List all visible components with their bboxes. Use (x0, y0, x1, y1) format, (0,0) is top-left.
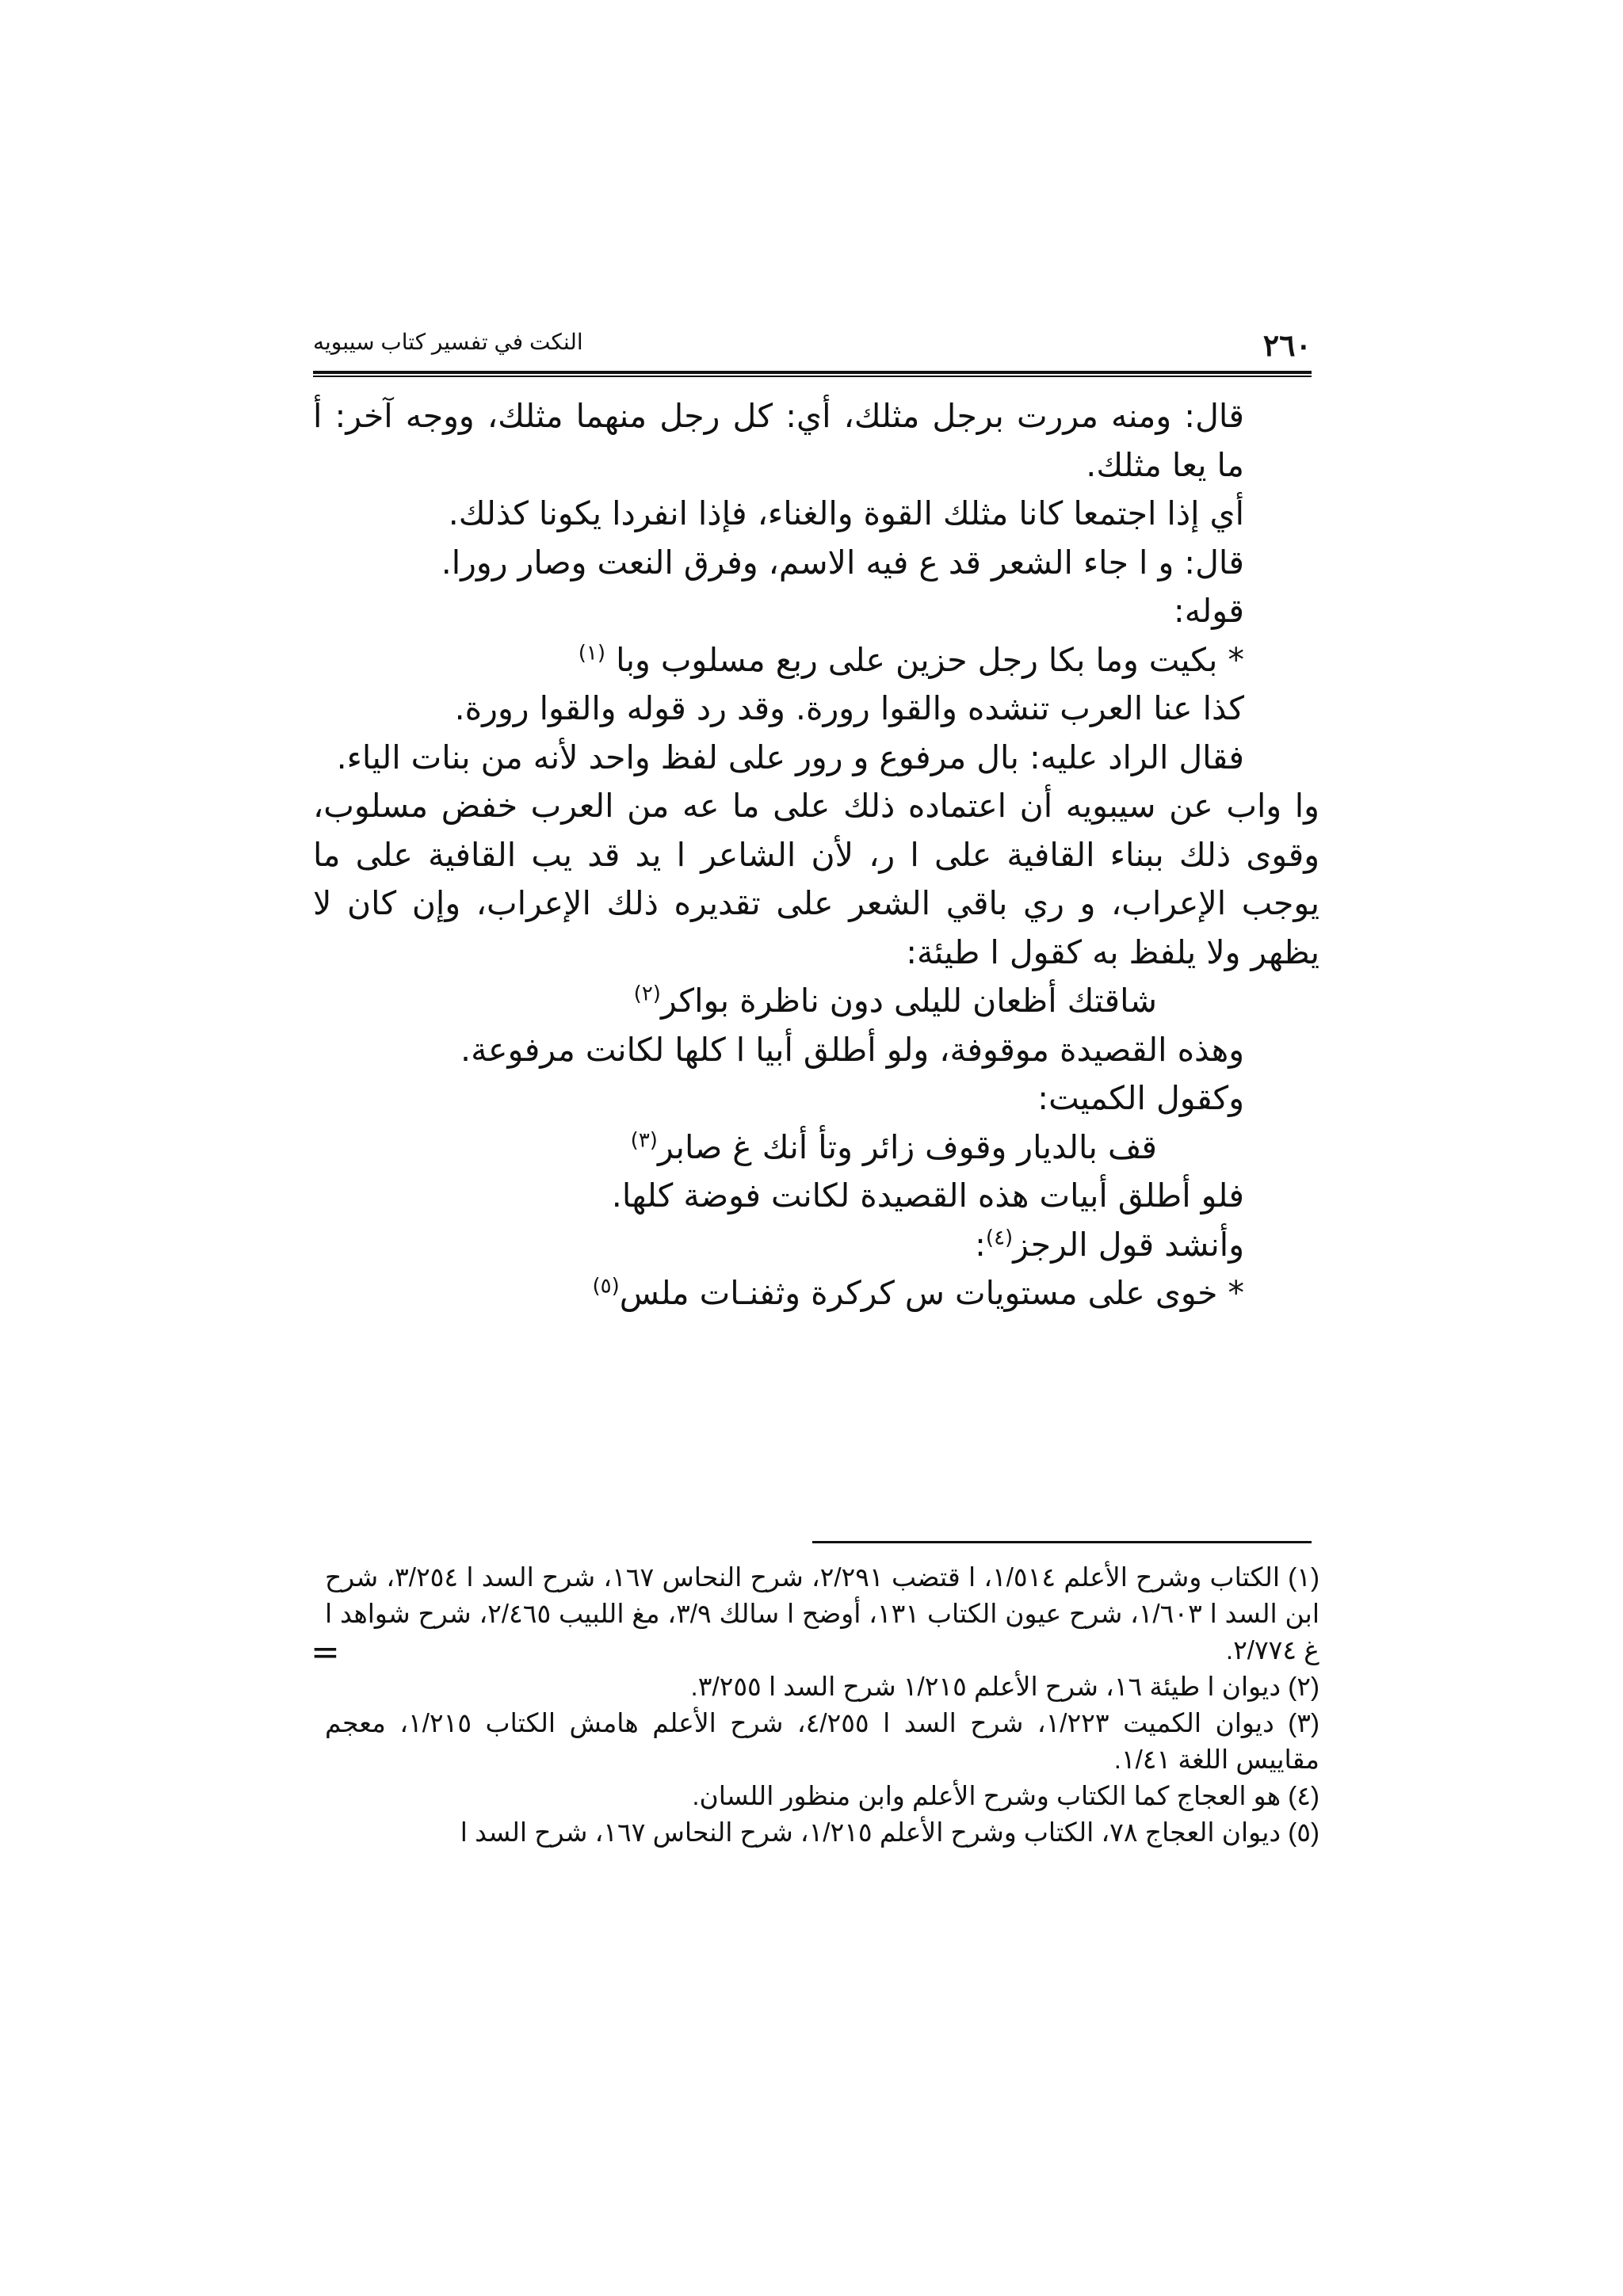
footnote-ref-1: (١) (578, 640, 606, 665)
footnote-2: (٢) ديوان ا طيئة ١٦، شرح الأعلم ١/٢١٥ شرح السد ا ٣/٢٥٥. (690, 1672, 1319, 1701)
paragraph-text: وأنشد قول الرجز (1013, 1225, 1244, 1264)
paragraph: وكقول الكميت: (1037, 1079, 1244, 1117)
footnote-ref-4: (٤) (985, 1225, 1014, 1249)
footnote-ref-2: (٢) (633, 982, 661, 1006)
verse-line (313, 1123, 1319, 1173)
page-header (313, 321, 1312, 365)
paragraph: كذا عنا العرب تنشده والقوا رورة. وقد رد قوله والقوا رورة. (454, 689, 1244, 727)
paragraph: وهذه القصيدة موقوفة، ولو أطلق أبيا ا كلها لكانت مرفوعة. (460, 1030, 1244, 1069)
running-title: النكت في تفسير كتاب سيبويه (313, 330, 583, 354)
paragraph (313, 1221, 1319, 1270)
verse-text: * خوى على مستويات س كركرة وثفنـات ملس (619, 1274, 1244, 1312)
verse-text: شاقتك أظعان لليلى دون ناظرة بواكر (660, 982, 1157, 1020)
footnote-3: (٣) ديوان الكميت ١/٢٢٣، شرح السد ا ٤/٢٥٥، شرح الأعلم هامش الكتاب ١/٢١٥، معجم مقاييس اللغة ١/٤١. (325, 1708, 1320, 1774)
footnote-continuation-mark: = (311, 1632, 340, 1672)
footnote-separator (812, 1541, 1312, 1543)
paragraph: قوله: (1173, 592, 1244, 630)
paragraph: قال: ومنه مررت برجل مثلك، أي: كل رجل منهما مثلك، ووجه آخر: أ ما يعا مثلك. (313, 397, 1244, 484)
paragraph: وا واب عن سيبويه أن اعتماده ذلك على ما عه من العرب خفض مسلوب، وقوى ذلك ببناء القافية على ا ر، لأن الشاعر ا يد قد يب القافية على ما يوجب الإعراب، و ري باقي الشعر على تقديره ذلك الإعراب، وإن كان لا يظهر ولا يلفظ به كقول ا طيئة: (313, 787, 1319, 971)
footnote-ref-5: (٥) (592, 1274, 620, 1299)
verse-line (313, 1269, 1319, 1318)
footnote-ref-3: (٣) (630, 1127, 658, 1152)
paragraph: أي إذا اجتمعا كانا مثلك القوة والغناء، فإذا انفردا يكونا كذلك. (448, 494, 1244, 532)
colon: : (975, 1225, 986, 1264)
header-rule (313, 371, 1312, 377)
footnote-4: (٤) هو العجاج كما الكتاب وشرح الأعلم وابن منظور اللسان. (692, 1781, 1319, 1810)
footnote-5: (٥) ديوان العجاج ٧٨، الكتاب وشرح الأعلم ١/٢١٥، شرح النحاس ١٦٧، شرح السد ا (460, 1817, 1319, 1847)
verse-line (313, 636, 1319, 685)
verse-line (313, 977, 1319, 1026)
paragraph: قال: و ا جاء الشعر قد ع فيه الاسم، وفرق النعت وصار رورا. (441, 543, 1244, 582)
verse-text: قف بالديار وقوف زائر وتأ أنك غ صابر (657, 1127, 1157, 1166)
paragraph: فقال الراد عليه: بال مرفوع و رور على لفظ واحد لأنه من بنات الياء. (336, 738, 1244, 776)
main-text (313, 392, 1319, 1318)
page-number: ٢٦٠ (1262, 327, 1312, 363)
footnotes (325, 1559, 1319, 1851)
footnote-1: (١) الكتاب وشرح الأعلم ١/٥١٤، ا قتضب ٢/٢٩١، شرح النحاس ١٦٧، شرح السد ا ٣/٢٥٤، شرح ابن السد ا ١/٦٠٣، شرح عيون الكتاب ١٣١، أوضح ا سالك ٣/٩، مغ اللبيب ٢/٤٦٥، شرح شواهد ا غ ٢/٧٧٤. (325, 1562, 1319, 1665)
paragraph: فلو أطلق أبيات هذه القصيدة لكانت فوضة كلها. (611, 1177, 1244, 1215)
verse-text: * بكيت وما بكا رجل حزين على ربع مسلوب وبا (616, 640, 1244, 679)
